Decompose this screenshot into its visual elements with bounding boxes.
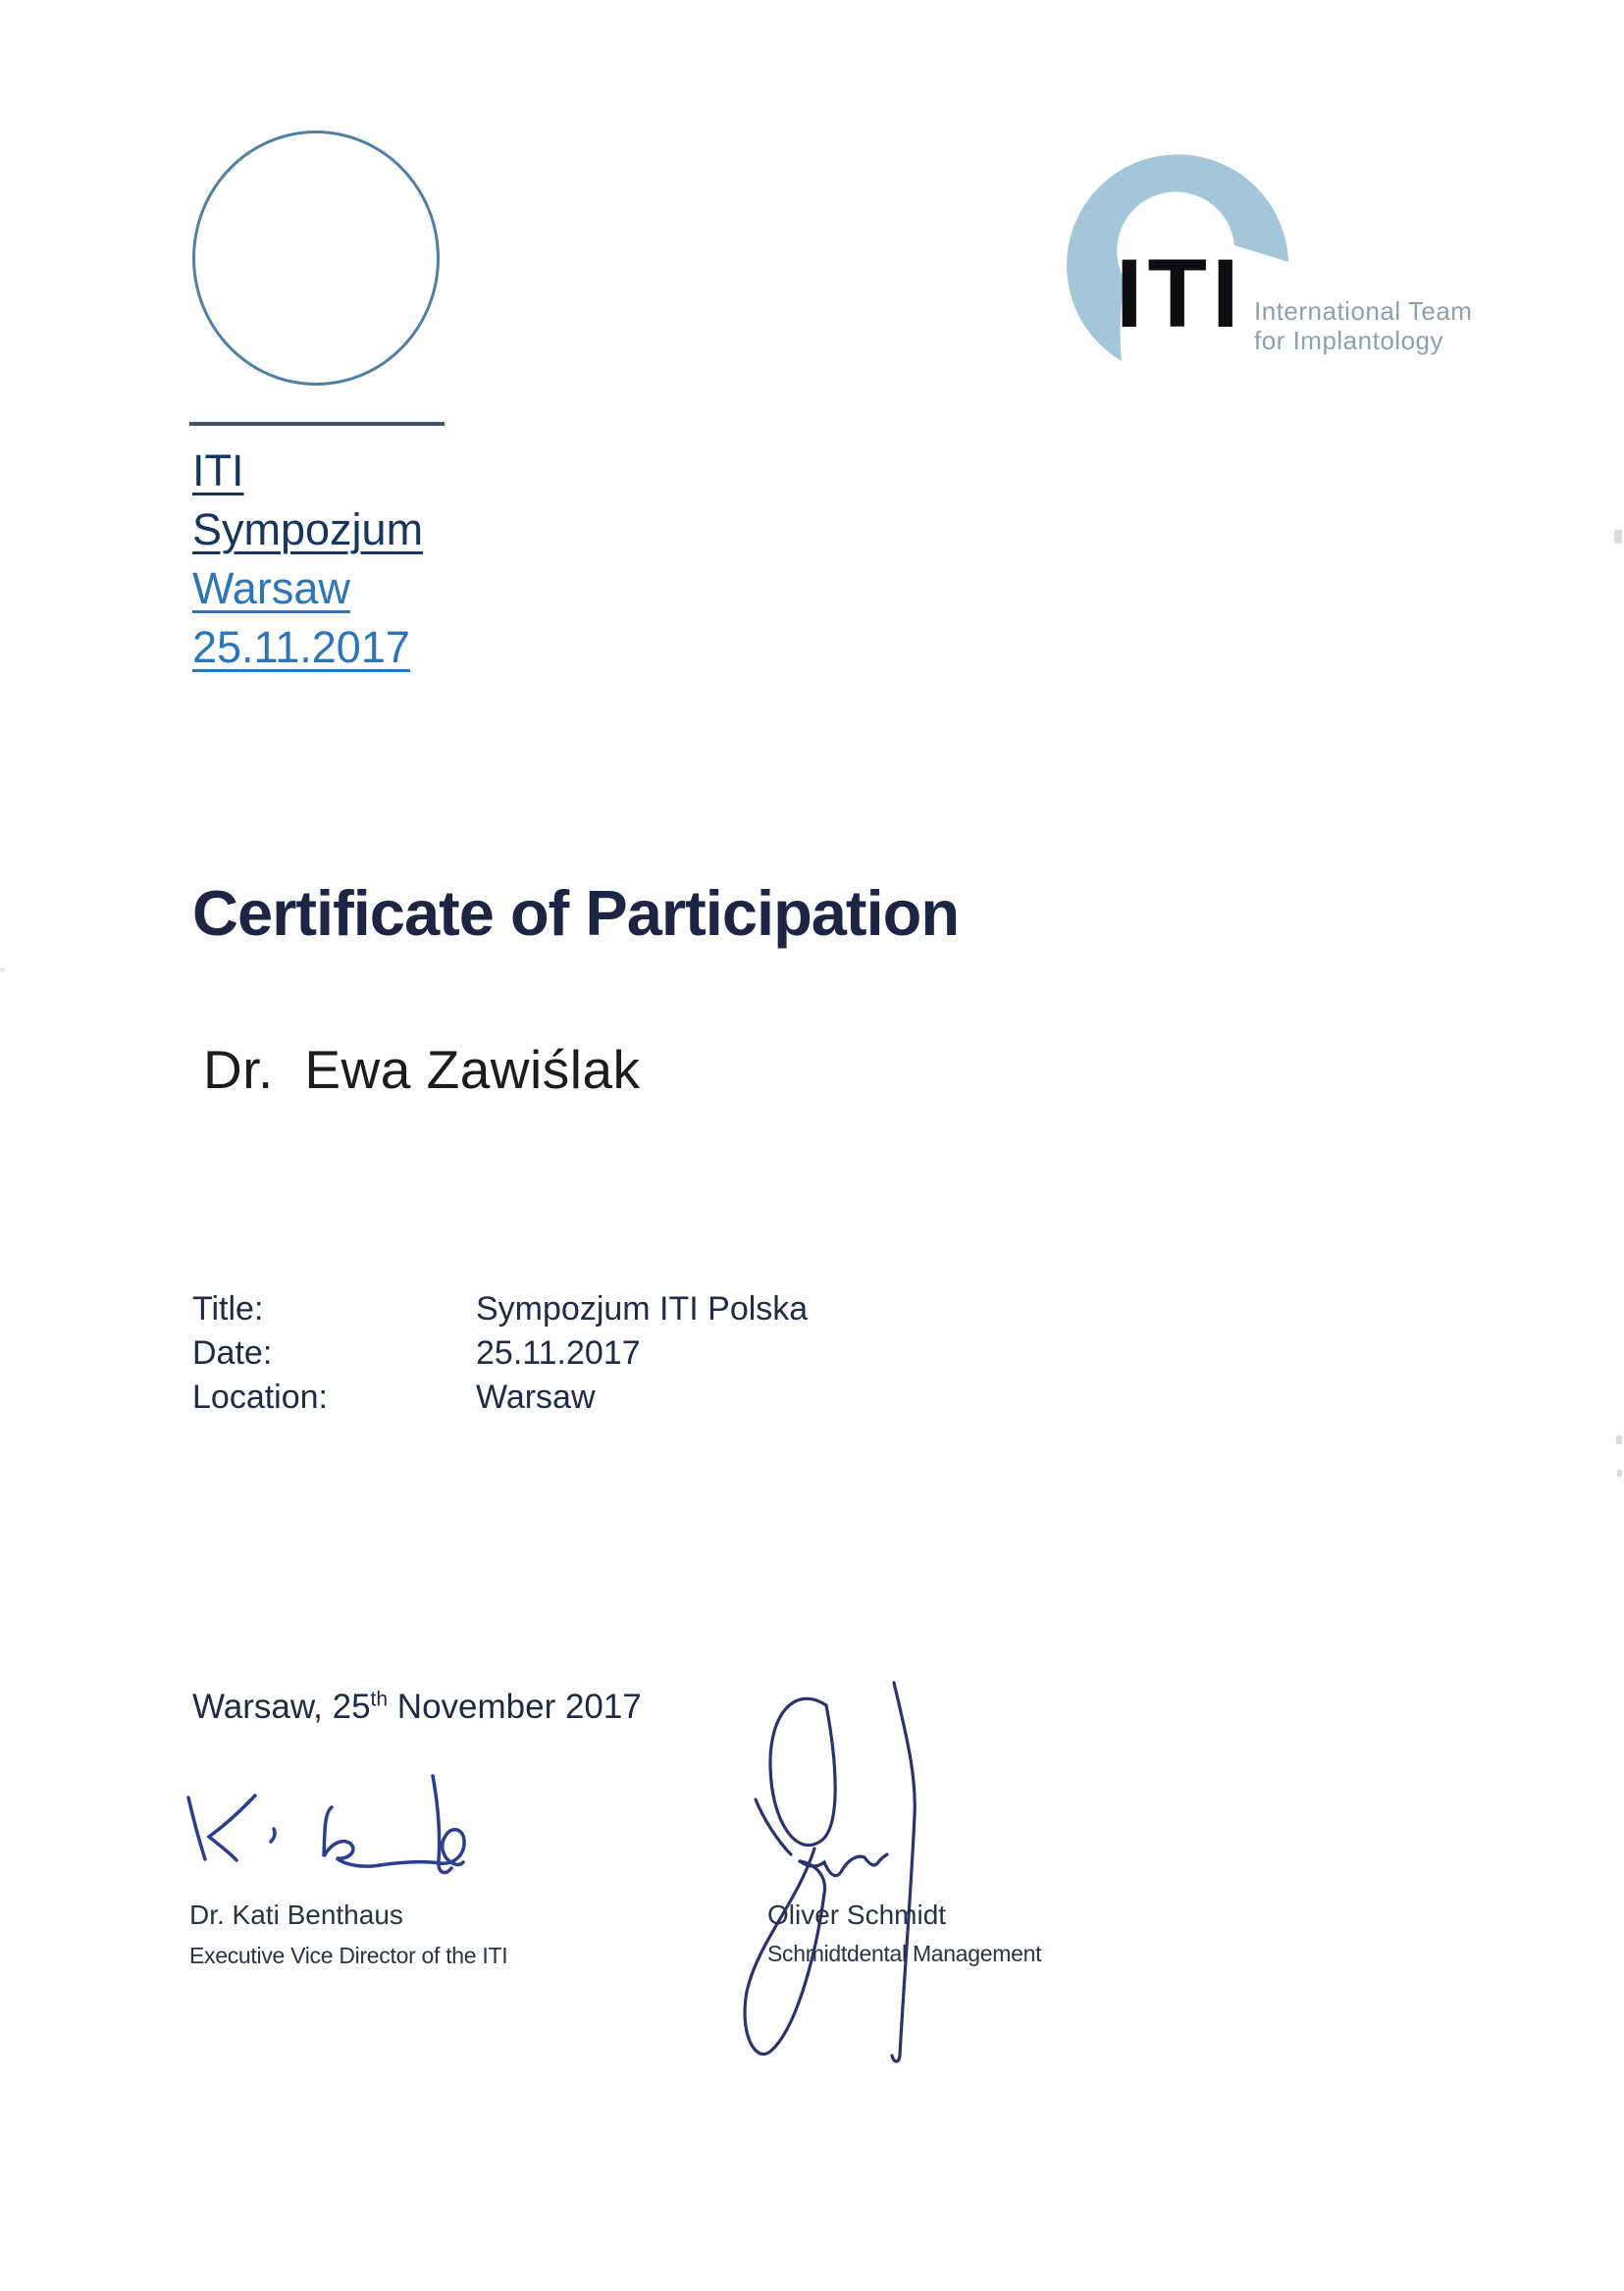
divider-rule bbox=[189, 422, 445, 426]
scan-artifact bbox=[1616, 1435, 1622, 1444]
detail-value-date: 25.11.2017 bbox=[476, 1334, 641, 1372]
stamp-circle-icon bbox=[192, 130, 440, 386]
event-line-warsaw: Warsaw bbox=[192, 563, 350, 613]
detail-value-title: Sympozjum ITI Polska bbox=[476, 1290, 809, 1328]
signatory-role-benthaus: Executive Vice Director of the ITI bbox=[189, 1943, 508, 1968]
certificate-title: Certificate of Participation bbox=[192, 877, 960, 949]
iti-swoosh-icon bbox=[1055, 147, 1496, 383]
detail-label-title: Title: bbox=[192, 1290, 264, 1328]
detail-value-location: Warsaw bbox=[476, 1379, 596, 1416]
scan-artifact bbox=[1617, 1470, 1622, 1477]
date-line-prefix: Warsaw, 25 bbox=[192, 1688, 371, 1726]
iti-logo-letters: ITI bbox=[1116, 238, 1244, 347]
signatory-name-benthaus: Dr. Kati Benthaus bbox=[189, 1900, 403, 1930]
details-table bbox=[192, 1287, 808, 1420]
recipient-name: Dr. Ewa Zawiślak bbox=[203, 1039, 641, 1100]
date-line-ordinal: th bbox=[370, 1688, 389, 1711]
event-line-date: 25.11.2017 bbox=[192, 622, 410, 672]
event-line-iti: ITI bbox=[192, 445, 244, 495]
detail-label-location: Location: bbox=[192, 1379, 328, 1416]
event-line-sympozjum: Sympozjum bbox=[192, 504, 424, 554]
logo-tagline-line1: International Team bbox=[1254, 296, 1473, 326]
date-line bbox=[192, 1688, 642, 1727]
event-block bbox=[192, 442, 526, 677]
logo-tagline-line2: for Implantology bbox=[1254, 326, 1443, 355]
date-line-suffix: November 2017 bbox=[388, 1688, 642, 1726]
detail-label-date: Date: bbox=[192, 1334, 273, 1372]
signatory-role-schmidt: Schmidtdental Management bbox=[767, 1941, 1042, 1966]
schmidt-signature bbox=[726, 1660, 932, 2082]
scan-artifact bbox=[1614, 530, 1622, 544]
iti-logo bbox=[1055, 147, 1496, 383]
scan-artifact bbox=[0, 967, 5, 972]
benthaus-signature bbox=[177, 1768, 471, 1905]
signatory-name-schmidt: Oliver Schmidt bbox=[767, 1900, 947, 1930]
